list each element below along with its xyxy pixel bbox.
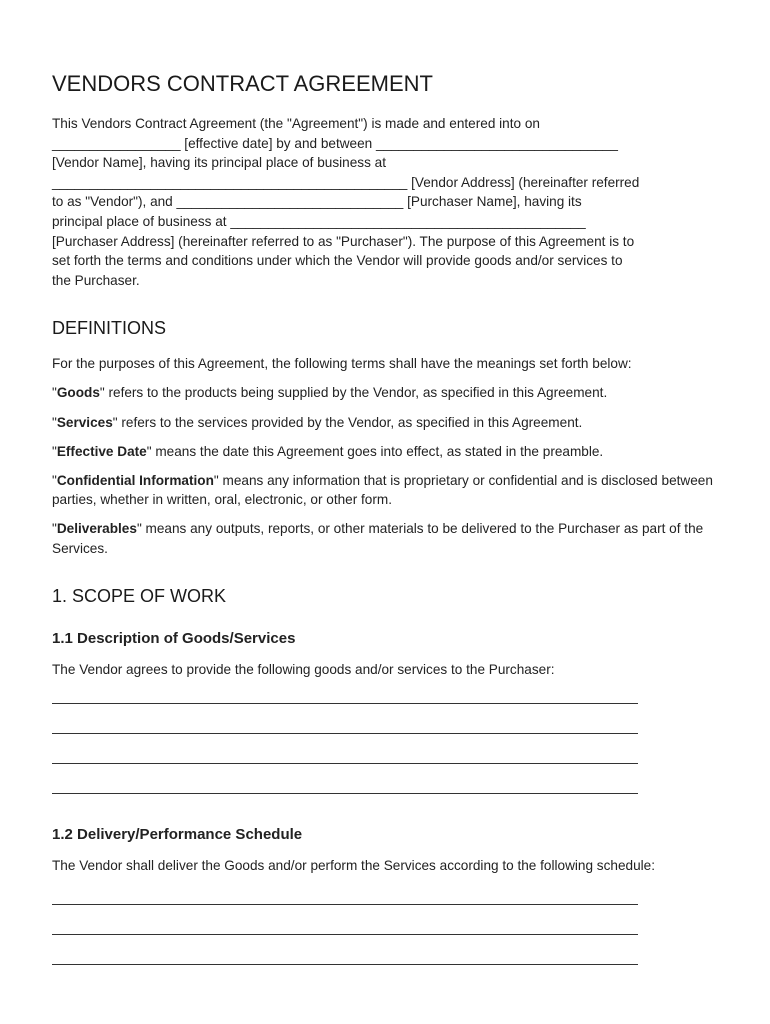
definition-services: "Services" refers to the services provided by the Vendor, as specified in this Agreement. xyxy=(52,414,583,430)
intro-line: principal place of business at _______________________________________________ xyxy=(52,213,586,229)
definition-term: Deliverables xyxy=(56,521,137,537)
schedule-text: The Vendor shall deliver the Goods and/or perform the Services according to the following schedule: xyxy=(52,858,655,874)
definition-term: Goods xyxy=(56,385,100,401)
blank-line[interactable] xyxy=(52,912,642,942)
blank-line[interactable] xyxy=(52,681,642,711)
blank-line[interactable] xyxy=(52,882,642,912)
schedule-heading: 1.2 Delivery/Performance Schedule xyxy=(52,826,303,844)
document-title: VENDORS CONTRACT AGREEMENT xyxy=(52,71,433,96)
definitions-heading: DEFINITIONS xyxy=(52,318,167,339)
definition-term: Confidential Information xyxy=(56,472,214,488)
definition-term: Effective Date xyxy=(56,443,147,459)
definition-effective-date: "Effective Date" means the date this Agreement goes into effect, as stated in the preamble. xyxy=(52,443,604,459)
blank-line[interactable] xyxy=(52,741,642,771)
definition-text: means any information that is proprietary or confidential and is disclosed between parties, whether in written, oral, electronic, or other form. xyxy=(52,472,713,508)
definition-term: Services xyxy=(56,414,113,430)
intro-line: _________________ [effective date] by and between ________________________________ xyxy=(52,135,618,151)
intro-line: to as "Vendor"), and ______________________________ [Purchaser Name], having its xyxy=(52,194,582,210)
blank-line[interactable] xyxy=(52,771,642,801)
intro-paragraph xyxy=(52,114,722,290)
scope-heading: 1. SCOPE OF WORK xyxy=(52,585,227,606)
definition-text: means any outputs, reports, or other materials to be delivered to the Purchaser as part of the Services. xyxy=(52,521,704,556)
blank-line[interactable] xyxy=(52,711,642,741)
definitions-lead: For the purposes of this Agreement, the following terms shall have the meanings set forth below: xyxy=(52,356,632,372)
intro-line: This Vendors Contract Agreement (the "Agreement") is made and entered into on xyxy=(52,116,540,131)
intro-line: _______________________________________________ [Vendor Address] (hereinafter referred xyxy=(52,174,640,190)
definition-text: means the date this Agreement goes into effect, as stated in the preamble. xyxy=(151,443,604,459)
intro-line: set forth the terms and conditions under which the Vendor will provide goods and/or services to xyxy=(52,253,623,269)
definition-confidential-information: "Confidential Information" means any information that is proprietary or confidential and is disclosed between parties, whether in written, oral, electronic, or other form. xyxy=(52,472,713,508)
definition-text: refers to the services provided by the Vendor, as specified in this Agreement. xyxy=(117,414,583,430)
intro-line: [Vendor Name], having its principal place of business at xyxy=(52,155,386,171)
document-page xyxy=(52,70,722,972)
intro-line: the Purchaser. xyxy=(52,272,140,288)
description-text: The Vendor agrees to provide the following goods and/or services to the Purchaser: xyxy=(52,661,555,677)
definition-goods: "Goods" refers to the products being supplied by the Vendor, as specified in this Agreement. xyxy=(52,385,608,401)
intro-line: [Purchaser Address] (hereinafter referred to as "Purchaser"). The purpose of this Agreement is to xyxy=(52,233,635,249)
definition-deliverables: "Deliverables" means any outputs, reports, or other materials to be delivered to the Purchaser as part of the Services. xyxy=(52,521,704,556)
definition-text: refers to the products being supplied by the Vendor, as specified in this Agreement. xyxy=(104,385,608,401)
description-heading: 1.1 Description of Goods/Services xyxy=(52,629,296,647)
blank-line[interactable] xyxy=(52,942,642,972)
